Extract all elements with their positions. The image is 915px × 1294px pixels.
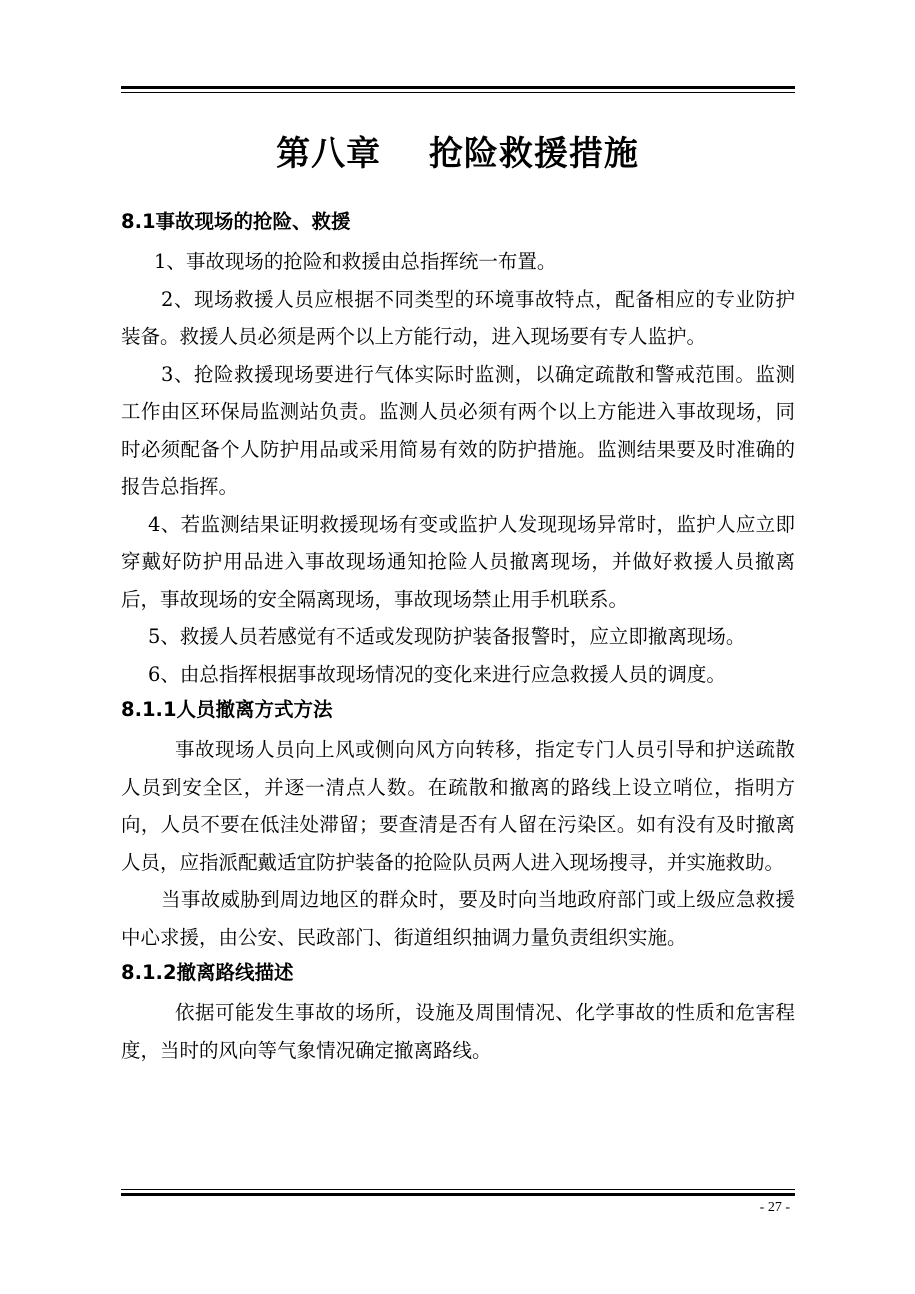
chapter-title: 第八章 抢险救援措施: [276, 134, 639, 174]
paragraph-evacuation-route: 依据可能发生事故的场所，设施及周围情况、化学事故的性质和危害程度，当时的风向等气象情况确定撤离路线。: [121, 1001, 795, 1062]
list-item-6: 6、由总指挥根据事故现场情况的变化来进行应急救援人员的调度。: [148, 662, 726, 686]
header-rule-thick: [121, 86, 795, 89]
section-heading-8-1-1: 8.1.1人员撤离方式方法: [121, 698, 333, 721]
document-body: [121, 207, 795, 1069]
list-item-2: 2、现场救援人员应根据不同类型的环境事故特点，配备相应的专业防护装备。救援人员必须是两个以上方能行动，进入现场要有专人监护。: [121, 287, 795, 348]
page-number: - 27 -: [759, 1200, 790, 1215]
section-heading-8-1: 8.1事故现场的抢险、救援: [121, 210, 351, 233]
list-item-1: 1、事故现场的抢险和救援由总指挥统一布置。: [154, 250, 557, 273]
list-item-3: 3、抢险救援现场要进行气体实际时监测，以确定疏散和警戒范围。监测工作由区环保局监测站负责。监测人员必须有两个以上方能进入事故现场，同时必须配备个人防护用品或采用简易有效的防护措施。监测结果要及时准确的报告总指挥。: [121, 362, 795, 498]
footer-rule-thick: [121, 1193, 795, 1196]
paragraph-public-threat: 当事故威胁到周边地区的群众时，要及时向当地政府部门或上级应急救援中心求援，由公安、民政部门、街道组织抽调力量负责组织实施。: [121, 888, 795, 949]
section-heading-8-1-2: 8.1.2撤离路线描述: [121, 961, 294, 984]
list-item-4: 4、若监测结果证明救援现场有变或监护人发现现场异常时，监护人应立即穿戴好防护用品进入事故现场通知抢险人员撤离现场，并做好救援人员撤离后，事故现场的安全隔离现场，事故现场禁止用手机联系。: [121, 512, 795, 611]
list-item-5: 5、救援人员若感觉有不适或发现防护装备报警时，应立即撤离现场。: [148, 625, 746, 648]
footer-rule-thin: [121, 1189, 795, 1190]
paragraph-evacuation-method: 事故现场人员向上风或侧向风方向转移，指定专门人员引导和护送疏散人员到安全区，并逐一清点人数。在疏散和撤离的路线上设立哨位，指明方向，人员不要在低洼处滞留；要查清是否有人留在污染区。如有没有及时撤离人员，应指派配戴适宜防护装备的抢险队员两人进入现场搜寻，并实施救助。: [121, 738, 795, 874]
header-rule-thin: [121, 92, 795, 93]
